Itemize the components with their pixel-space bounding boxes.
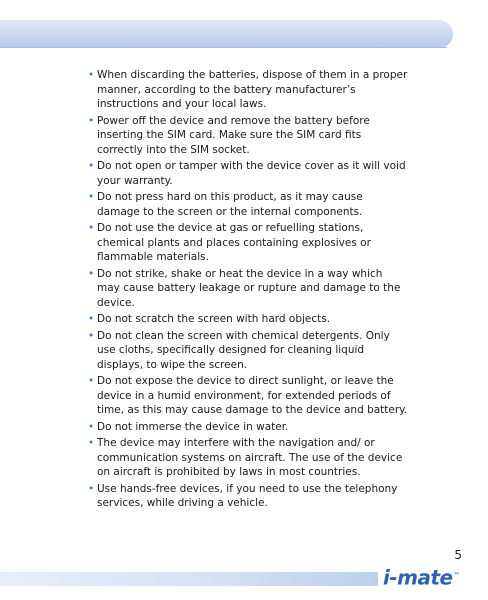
bullet-icon: •	[88, 420, 95, 433]
brand-logo	[383, 565, 459, 589]
list-item	[88, 374, 408, 418]
bullet-icon: •	[88, 267, 95, 280]
bullet-icon: •	[88, 222, 95, 234]
list-item-text: Do not use the device at gas or refuelling stations, chemical plants and places containing explosives or flammable materials.	[97, 222, 371, 263]
list-item	[88, 420, 408, 435]
bullet-icon: •	[88, 437, 95, 449]
list-item	[88, 68, 408, 112]
bullet-icon: •	[88, 160, 95, 172]
list-item	[88, 159, 408, 188]
bullet-icon: •	[88, 191, 95, 203]
list-item-text: Do not strike, shake or heat the device in a way which may cause battery leakage or rupture and damage to the device.	[97, 267, 401, 309]
bullet-icon: •	[88, 375, 95, 387]
list-item-text: When discarding the batteries, dispose of them in a proper manner, according to the battery manufacturer’s instructions and your local laws.	[97, 69, 408, 110]
list-item	[88, 436, 408, 480]
list-item-text: Do not press hard on this product, as it may cause damage to the screen or the internal components.	[97, 191, 363, 218]
bullet-icon: •	[88, 329, 95, 342]
page-number: 5	[454, 548, 462, 562]
list-item-text: Power off the device and remove the battery before inserting the SIM card. Make sure the SIM card fits correctly into the SIM socket.	[97, 114, 370, 156]
header-decorative-band	[0, 20, 453, 48]
logo-wordmark: i-mate	[383, 565, 453, 590]
list-item-text: Do not clean the screen with chemical detergents. Only use cloths, specifically designed for cleaning liquid displays, to wipe the screen.	[97, 329, 390, 371]
list-item	[88, 312, 408, 327]
safety-instructions-list	[88, 68, 408, 513]
list-item-text: Use hands-free devices, if you need to use the telephony services, while driving a vehicle.	[97, 482, 398, 509]
list-item-text: Do not immerse the device in water.	[97, 420, 289, 433]
bullet-icon: •	[88, 69, 95, 81]
list-item-text: Do not open or tamper with the device cover as it will void your warranty.	[97, 160, 406, 187]
footer-decorative-band	[0, 572, 378, 586]
bullet-icon: •	[88, 114, 95, 127]
list-item-text: The device may interfere with the navigation and/ or communication systems on aircraft. The use of the device on aircraft is prohibited by laws in most countries.	[97, 437, 403, 478]
list-item	[88, 221, 408, 265]
list-item	[88, 482, 408, 511]
list-item	[88, 190, 408, 219]
list-item	[88, 329, 408, 373]
bullet-icon: •	[88, 313, 95, 325]
bullet-icon: •	[88, 482, 95, 495]
list-item	[88, 114, 408, 158]
list-item-text: Do not scratch the screen with hard objects.	[97, 313, 331, 325]
list-item-text: Do not expose the device to direct sunlight, or leave the device in a humid environment, for extended periods of time, as this may cause damage to the device and battery.	[97, 375, 408, 416]
trademark-symbol: ™	[453, 572, 460, 579]
list-item	[88, 267, 408, 311]
